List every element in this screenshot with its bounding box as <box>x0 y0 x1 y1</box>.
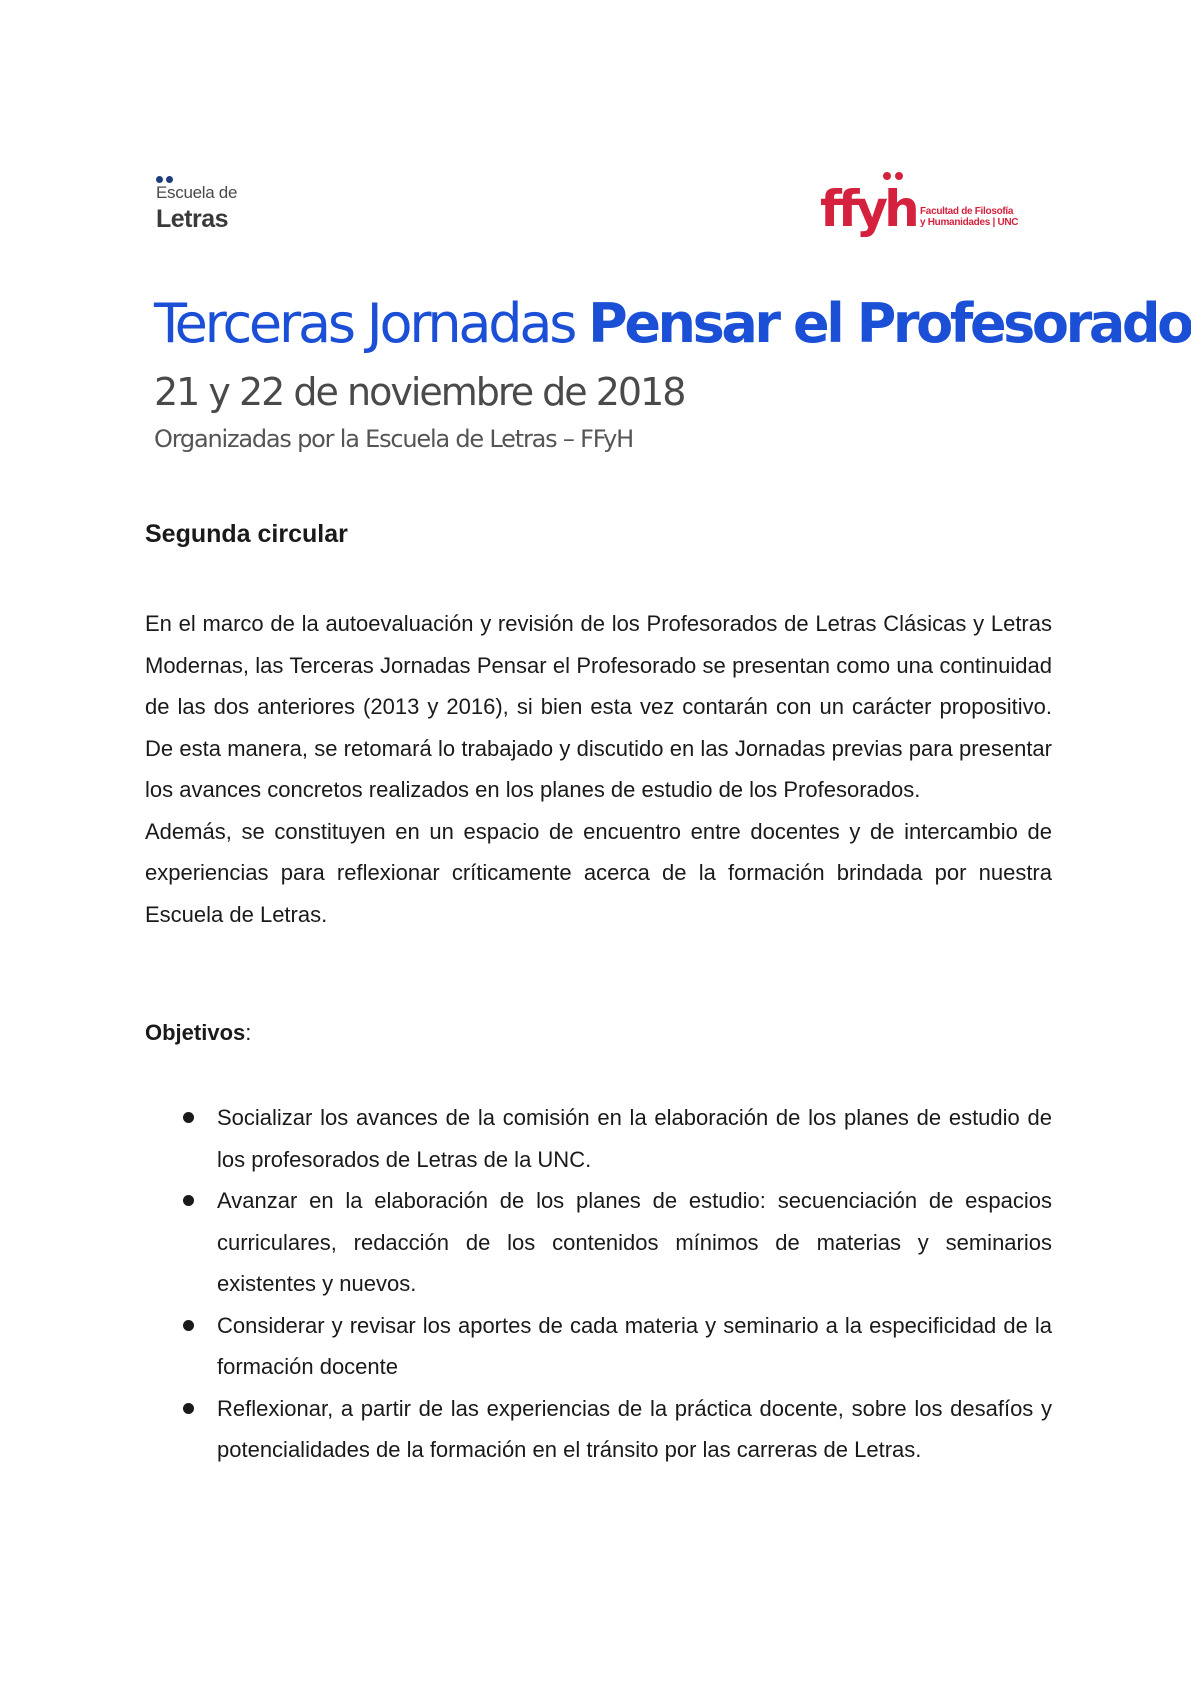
objective-text: Reflexionar, a partir de las experiencias de la práctica docente, sobre los desafíos y potencialidades de la formación en el tránsito por las carreras de Letras. <box>217 1395 1052 1462</box>
bullet-icon <box>183 1320 194 1331</box>
ffyh-faculty-name <box>920 206 1018 228</box>
event-title-bold: Pensar el Profesorado <box>588 292 1191 355</box>
intro-paragraph-1: En el marco de la autoevaluación y revisión de los Profesorados de Letras Clásicas y Letras Modernas, las Terceras Jornadas Pensar el Profesorado se presentan como una continuidad de las dos anteriores (2013 y 2016), si bien esta vez contarán con un carácter propositivo. De esta manera, se retomará lo trabajado y discutido en las Jornadas previas para presentar los avances concretos realizados en los planes de estudio de los Profesorados. <box>145 611 1052 802</box>
ffyh-logo <box>820 170 1030 250</box>
section-heading: Segunda circular <box>145 520 348 548</box>
objectives-colon: : <box>245 1020 252 1045</box>
objectives-heading <box>145 1020 251 1046</box>
ffyh-wordmark-icon <box>820 170 920 250</box>
escuela-logo-line1: Escuela de <box>156 183 238 202</box>
logo-dots-icon <box>156 170 176 180</box>
intro-text <box>145 603 1052 935</box>
event-date: 21 y 22 de noviembre de 2018 <box>154 370 685 414</box>
ffyh-faculty-line1: Facultad de Filosofía <box>920 206 1014 217</box>
objective-text: Avanzar en la elaboración de los planes de estudio: secuenciación de espacios curriculares, redacción de los contenidos mínimos de materias y seminarios existentes y nuevos. <box>217 1188 1052 1296</box>
objectives-label: Objetivos <box>145 1020 246 1045</box>
ffyh-faculty-line2: y Humanidades | UNC <box>920 217 1019 228</box>
list-item <box>145 1180 1052 1305</box>
event-title <box>154 292 1191 356</box>
escuela-logo-line2: Letras <box>156 205 229 233</box>
objectives-list <box>145 1097 1052 1471</box>
intro-paragraph-2: Además, se constituyen en un espacio de encuentro entre docentes y de intercambio de experiencias para reflexionar críticamente acerca de la formación brindada por nuestra Escuela de Letras. <box>145 818 1052 927</box>
bullet-icon <box>183 1195 194 1206</box>
ffyh-wordmark: ffyh <box>820 180 916 238</box>
bullet-icon <box>183 1403 194 1414</box>
list-item <box>145 1097 1052 1180</box>
list-item <box>145 1305 1052 1388</box>
event-title-light: Terceras Jornadas <box>154 292 589 355</box>
objective-text: Considerar y revisar los aportes de cada materia y seminario a la especificidad de la formación docente <box>217 1312 1052 1379</box>
bullet-icon <box>183 1112 194 1123</box>
escuela-de-letras-logo <box>156 170 276 240</box>
event-organizer: Organizadas por la Escuela de Letras – FFyH <box>154 425 633 453</box>
objective-text: Socializar los avances de la comisión en la elaboración de los planes de estudio de los profesorados de Letras de la UNC. <box>217 1105 1052 1172</box>
list-item <box>145 1388 1052 1471</box>
